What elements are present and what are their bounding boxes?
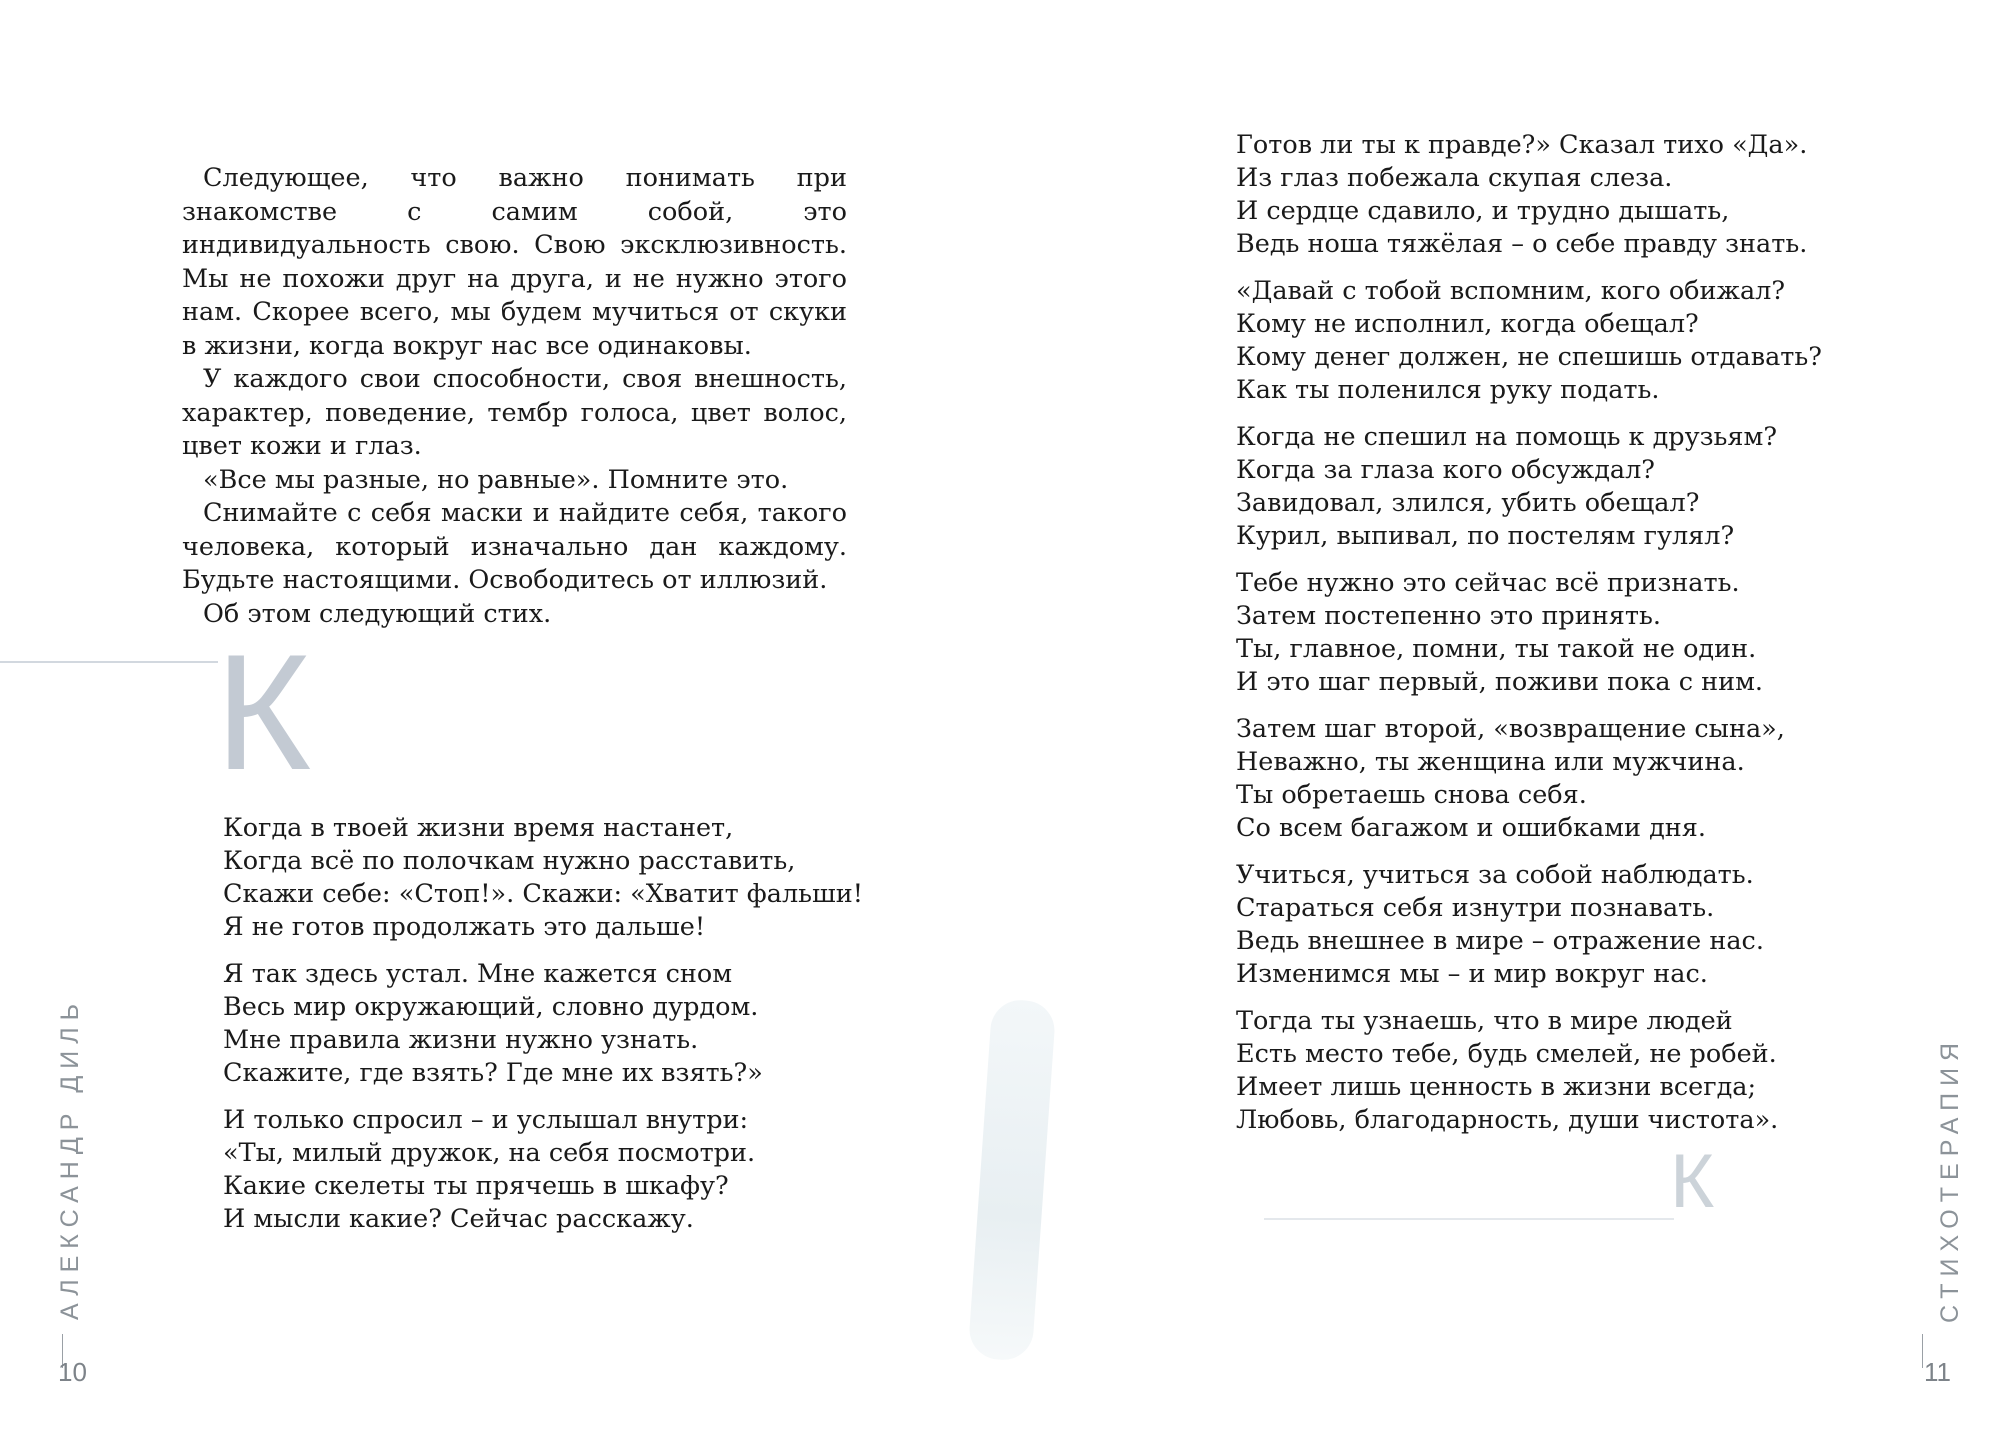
stanza [223,1104,863,1236]
poem-line: Ты, главное, помни, ты такой не один. [1236,634,1757,664]
poem-line: Кому денег должен, не спешишь отдавать? [1236,342,1822,372]
stanza [1236,567,1822,699]
poem-line: Изменимся мы – и мир вокруг нас. [1236,959,1708,989]
prose-paragraph: Следующее, что важно понимать при знакомстве с самим собой, это индивидуальность свою. Свою эксклюзивность. Мы не похожи друг на друга, и не нужно этого нам. Скорее всего, мы будем мучиться от скуки в жизни, когда вокруг нас все одинаковы. [182,163,847,361]
poem-line: Завидовал, злился, убить обещал? [1236,488,1700,518]
stanza [1236,713,1822,845]
poem-line: Какие скелеты ты прячешь в шкафу? [223,1171,729,1201]
poem-line: Неважно, ты женщина или мужчина. [1236,747,1745,777]
poem-line: Стараться себя изнутри познавать. [1236,893,1715,923]
stanza [1236,129,1822,261]
poem-line: Готов ли ты к правде?» Сказал тихо «Да». [1236,130,1808,160]
decorative-rule [0,661,218,663]
page-number: 11 [1924,1357,1951,1387]
section-label: СТИХОТЕРАПИЯ [1936,1035,1964,1323]
poem-line: «Ты, милый дружок, на себя посмотри. [223,1138,756,1168]
page-number: 10 [58,1357,87,1387]
poem-line: Любовь, благодарность, души чистота». [1236,1105,1779,1135]
prose-paragraph: Об этом следующий стих. [203,598,552,629]
stanza [223,958,863,1090]
poem-line: Мне правила жизни нужно узнать. [223,1025,699,1055]
poem-line: Когда в твоей жизни время настанет, [223,813,734,843]
label-divider [1922,1334,1923,1368]
poem-line: Я так здесь устал. Мне кажется сном [223,959,733,989]
poem-line: Учиться, учиться за собой наблюдать. [1236,860,1754,890]
stanza [1236,275,1822,407]
decorative-rule [1264,1218,1674,1220]
poem-line: Тебе нужно это сейчас всё признать. [1236,568,1740,598]
prose-block [182,162,847,631]
poem-line: Тогда ты узнаешь, что в мире людей [1236,1006,1733,1036]
poem-line: Весь мир окружающий, словно дурдом. [223,992,759,1022]
poem-line: Скажи себе: «Стоп!». Скажи: «Хватит фальши! [223,879,863,909]
prose-paragraph: «Все мы разные, но равные». Помните это. [203,464,789,495]
stanza [1236,1005,1822,1137]
poem-line: Имеет лишь ценность в жизни всегда; [1236,1072,1757,1102]
poem-line: Со всем багажом и ошибками дня. [1236,813,1706,843]
poem-line: И это шаг первый, поживи пока с ним. [1236,667,1764,697]
stanza [1236,421,1822,553]
poem-line: Есть место тебе, будь смелей, не робей. [1236,1039,1777,1069]
poem-line: Затем шаг второй, «возвращение сына», [1236,714,1785,744]
poem-line: Когда за глаза кого обсуждал? [1236,455,1655,485]
poem-line: «Давай с тобой вспомним, кого обижал? [1236,276,1786,306]
poem-line: Когда не спешил на помощь к друзьям? [1236,422,1778,452]
poem-line: Скажите, где взять? Где мне их взять?» [223,1058,763,1088]
poem-line: Как ты поленился руку подать. [1236,375,1660,405]
poem-line: Ведь внешнее в мире – отражение нас. [1236,926,1764,956]
poem-line: Я не готов продолжать это дальше! [223,912,706,942]
poem-line: Курил, выпивал, по постелям гулял? [1236,521,1735,551]
poem-line: Из глаз побежала скупая слеза. [1236,163,1673,193]
poem-line: И только спросил – и услышал внутри: [223,1105,749,1135]
prose-paragraph: У каждого свои способности, своя внешность, характер, поведение, тембр голоса, цвет волос, цвет кожи и глаз. [182,364,847,461]
poem-line: И мысли какие? Сейчас расскажу. [223,1204,694,1234]
stanza [1236,859,1822,991]
right-page [1000,0,2000,1436]
poem-line: Ведь ноша тяжёлая – о себе правду знать. [1236,229,1808,259]
poem-line: Ты обретаешь снова себя. [1236,780,1587,810]
poem-line: И сердце сдавило, и трудно дышать, [1236,196,1730,226]
prose-paragraph: Снимайте с себя маски и найдите себя, такого человека, который изначально дан каждому. Будьте настоящими. Освободитесь от иллюзий. [182,498,847,595]
poem-line: Кому не исполнил, когда обещал? [1236,309,1699,339]
poem-stanzas [223,812,863,1250]
poem-line: Когда всё по полочкам нужно расставить, [223,846,796,876]
end-letter: К [1670,1139,1715,1224]
poem-stanzas [1236,129,1822,1151]
stanza [223,812,863,944]
drop-letter: К [215,620,312,804]
author-label: АЛЕКСАНДР ДИЛЬ [56,996,84,1320]
poem-line: Затем постепенно это принять. [1236,601,1661,631]
